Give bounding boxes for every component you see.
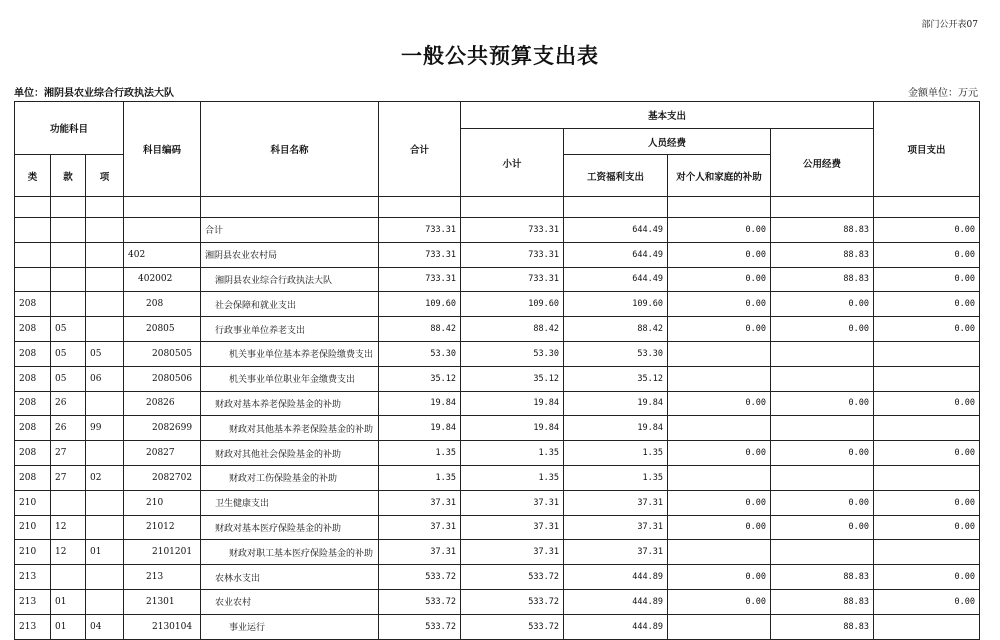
subsidy-cell: 0.00 [668, 565, 771, 590]
subtotal-cell: 37.31 [461, 540, 564, 565]
total-cell: 88.42 [379, 317, 461, 342]
item-cell: 02 [86, 465, 124, 490]
public-expense-cell: 0.00 [771, 441, 874, 466]
subsidy-cell [668, 366, 771, 391]
subtotal-cell: 35.12 [461, 366, 564, 391]
blank-cell [201, 197, 379, 218]
table-row [15, 341, 980, 366]
subsidy-cell [668, 614, 771, 639]
project-expense-cell: 0.00 [874, 490, 980, 515]
subject-name-cell: 湘阴县农业农村局 [201, 242, 379, 267]
wages-cell: 1.35 [564, 441, 668, 466]
subtotal-cell: 533.72 [461, 565, 564, 590]
subtotal-cell: 733.31 [461, 267, 564, 292]
table-number: 部门公开表07 [921, 20, 978, 30]
subject-name-cell: 财政对工伤保险基金的补助 [201, 465, 379, 490]
subtotal-cell: 733.31 [461, 242, 564, 267]
subject-code-cell: 2080505 [124, 341, 201, 366]
public-expense-cell: 88.83 [771, 267, 874, 292]
public-expense-cell: 0.00 [771, 490, 874, 515]
class-cell: 208 [15, 465, 51, 490]
section-cell [51, 218, 86, 243]
public-expense-cell [771, 465, 874, 490]
subject-code-cell: 402002 [124, 267, 201, 292]
header-item: 项 [86, 155, 124, 197]
project-expense-cell [874, 540, 980, 565]
project-expense-cell [874, 366, 980, 391]
subtotal-cell: 37.31 [461, 515, 564, 540]
project-expense-cell: 0.00 [874, 292, 980, 317]
class-cell: 208 [15, 366, 51, 391]
blank-cell [86, 197, 124, 218]
subsidy-cell: 0.00 [668, 218, 771, 243]
header-household-subsidy: 对个人和家庭的补助 [668, 155, 771, 197]
section-cell: 05 [51, 341, 86, 366]
subject-name-cell: 财政对基本医疗保险基金的补助 [201, 515, 379, 540]
item-cell [86, 218, 124, 243]
class-cell: 210 [15, 490, 51, 515]
wages-cell: 37.31 [564, 490, 668, 515]
budget-table [14, 101, 980, 640]
item-cell [86, 391, 124, 416]
public-expense-cell: 0.00 [771, 292, 874, 317]
class-cell: 208 [15, 341, 51, 366]
wages-cell: 53.30 [564, 341, 668, 366]
blank-cell [124, 197, 201, 218]
item-cell [86, 441, 124, 466]
item-cell: 05 [86, 341, 124, 366]
table-row [15, 515, 980, 540]
currency-unit-label: 金额单位：万元 [908, 88, 978, 99]
total-cell: 733.31 [379, 218, 461, 243]
public-expense-cell [771, 341, 874, 366]
subtotal-cell: 53.30 [461, 341, 564, 366]
project-expense-cell [874, 614, 980, 639]
item-cell [86, 242, 124, 267]
section-cell [51, 292, 86, 317]
total-cell: 19.84 [379, 391, 461, 416]
subject-code-cell: 402 [124, 242, 201, 267]
header-basic-expenditure: 基本支出 [461, 102, 874, 129]
subject-name-cell: 财政对其他社会保险基金的补助 [201, 441, 379, 466]
subject-code-cell: 20805 [124, 317, 201, 342]
section-cell: 12 [51, 515, 86, 540]
class-cell [15, 242, 51, 267]
section-cell [51, 242, 86, 267]
item-cell [86, 292, 124, 317]
subsidy-cell: 0.00 [668, 515, 771, 540]
item-cell: 06 [86, 366, 124, 391]
subsidy-cell [668, 416, 771, 441]
total-cell: 533.72 [379, 565, 461, 590]
subtotal-cell: 88.42 [461, 317, 564, 342]
class-cell: 210 [15, 540, 51, 565]
table-body [15, 197, 980, 640]
total-cell: 37.31 [379, 515, 461, 540]
header-subject-name: 科目名称 [201, 102, 379, 197]
blank-row [15, 197, 980, 218]
section-cell: 26 [51, 391, 86, 416]
header-subtotal: 小计 [461, 129, 564, 197]
subsidy-cell: 0.00 [668, 267, 771, 292]
wages-cell: 35.12 [564, 366, 668, 391]
subject-code-cell: 208 [124, 292, 201, 317]
header-wages-welfare: 工资福利支出 [564, 155, 668, 197]
project-expense-cell: 0.00 [874, 515, 980, 540]
blank-cell [771, 197, 874, 218]
project-expense-cell: 0.00 [874, 391, 980, 416]
subsidy-cell: 0.00 [668, 589, 771, 614]
section-cell: 26 [51, 416, 86, 441]
class-cell: 208 [15, 441, 51, 466]
public-expense-cell: 88.83 [771, 242, 874, 267]
item-cell [86, 515, 124, 540]
class-cell [15, 267, 51, 292]
table-row [15, 292, 980, 317]
subtotal-cell: 533.72 [461, 614, 564, 639]
wages-cell: 444.89 [564, 565, 668, 590]
project-expense-cell: 0.00 [874, 589, 980, 614]
total-cell: 35.12 [379, 366, 461, 391]
table-row [15, 614, 980, 639]
project-expense-cell: 0.00 [874, 317, 980, 342]
blank-cell [461, 197, 564, 218]
header-public-expenses: 公用经费 [771, 129, 874, 197]
subject-name-cell: 财政对其他基本养老保险基金的补助 [201, 416, 379, 441]
organization-label: 单位：湘阴县农业综合行政执法大队 [14, 88, 174, 99]
public-expense-cell [771, 540, 874, 565]
subject-name-cell: 农业农村 [201, 589, 379, 614]
subject-code-cell: 2101201 [124, 540, 201, 565]
subject-name-cell: 合计 [201, 218, 379, 243]
subject-code-cell: 20827 [124, 441, 201, 466]
blank-cell [564, 197, 668, 218]
item-cell: 01 [86, 540, 124, 565]
header-subject-code: 科目编码 [124, 102, 201, 197]
page-title: 一般公共预算支出表 [401, 43, 599, 68]
blank-cell [874, 197, 980, 218]
table-row [15, 366, 980, 391]
section-cell: 27 [51, 465, 86, 490]
section-cell: 27 [51, 441, 86, 466]
subject-code-cell: 2130104 [124, 614, 201, 639]
subtotal-cell: 19.84 [461, 416, 564, 441]
table-row [15, 589, 980, 614]
table-row [15, 465, 980, 490]
header-class: 类 [15, 155, 51, 197]
subsidy-cell: 0.00 [668, 441, 771, 466]
subject-name-cell: 机关事业单位基本养老保险缴费支出 [201, 341, 379, 366]
wages-cell: 37.31 [564, 540, 668, 565]
subject-code-cell: 20826 [124, 391, 201, 416]
wages-cell: 88.42 [564, 317, 668, 342]
subject-code-cell: 21301 [124, 589, 201, 614]
table-row [15, 565, 980, 590]
subsidy-cell: 0.00 [668, 242, 771, 267]
subject-name-cell: 财政对基本养老保险基金的补助 [201, 391, 379, 416]
item-cell [86, 267, 124, 292]
wages-cell: 37.31 [564, 515, 668, 540]
class-cell: 210 [15, 515, 51, 540]
public-expense-cell [771, 416, 874, 441]
subtotal-cell: 109.60 [461, 292, 564, 317]
public-expense-cell: 0.00 [771, 317, 874, 342]
total-cell: 53.30 [379, 341, 461, 366]
table-row [15, 218, 980, 243]
total-cell: 109.60 [379, 292, 461, 317]
blank-cell [51, 197, 86, 218]
header-section: 款 [51, 155, 86, 197]
blank-cell [15, 197, 51, 218]
subject-name-cell: 湘阴县农业综合行政执法大队 [201, 267, 379, 292]
subtotal-cell: 1.35 [461, 465, 564, 490]
total-cell: 19.84 [379, 416, 461, 441]
section-cell: 05 [51, 366, 86, 391]
subject-code-cell: 2082702 [124, 465, 201, 490]
section-cell [51, 565, 86, 590]
public-expense-cell: 0.00 [771, 391, 874, 416]
public-expense-cell: 88.83 [771, 614, 874, 639]
section-cell: 01 [51, 614, 86, 639]
class-cell: 213 [15, 589, 51, 614]
subsidy-cell: 0.00 [668, 490, 771, 515]
public-expense-cell: 0.00 [771, 515, 874, 540]
header-personnel-expenses: 人员经费 [564, 129, 771, 155]
project-expense-cell: 0.00 [874, 267, 980, 292]
section-cell: 05 [51, 317, 86, 342]
subject-name-cell: 机关事业单位职业年金缴费支出 [201, 366, 379, 391]
total-cell: 1.35 [379, 441, 461, 466]
class-cell: 208 [15, 317, 51, 342]
table-row [15, 391, 980, 416]
total-cell: 37.31 [379, 490, 461, 515]
section-cell: 01 [51, 589, 86, 614]
table-row [15, 416, 980, 441]
table-row [15, 490, 980, 515]
class-cell [15, 218, 51, 243]
project-expense-cell: 0.00 [874, 565, 980, 590]
subject-name-cell: 事业运行 [201, 614, 379, 639]
public-expense-cell: 88.83 [771, 565, 874, 590]
total-cell: 533.72 [379, 614, 461, 639]
header-project-expenditure: 项目支出 [874, 102, 980, 197]
class-cell: 213 [15, 614, 51, 639]
subject-name-cell: 农林水支出 [201, 565, 379, 590]
subtotal-cell: 733.31 [461, 218, 564, 243]
header-total: 合计 [379, 102, 461, 197]
header-function-subject: 功能科目 [15, 102, 124, 155]
subtotal-cell: 533.72 [461, 589, 564, 614]
project-expense-cell [874, 465, 980, 490]
table-row [15, 540, 980, 565]
subsidy-cell [668, 465, 771, 490]
subject-code-cell: 213 [124, 565, 201, 590]
subject-name-cell: 行政事业单位养老支出 [201, 317, 379, 342]
subject-name-cell: 财政对职工基本医疗保险基金的补助 [201, 540, 379, 565]
project-expense-cell [874, 416, 980, 441]
wages-cell: 444.89 [564, 614, 668, 639]
wages-cell: 644.49 [564, 218, 668, 243]
item-cell [86, 565, 124, 590]
wages-cell: 644.49 [564, 242, 668, 267]
section-cell: 12 [51, 540, 86, 565]
section-cell [51, 267, 86, 292]
total-cell: 37.31 [379, 540, 461, 565]
subsidy-cell: 0.00 [668, 317, 771, 342]
subject-code-cell [124, 218, 201, 243]
project-expense-cell [874, 341, 980, 366]
subtotal-cell: 37.31 [461, 490, 564, 515]
item-cell: 04 [86, 614, 124, 639]
subsidy-cell [668, 341, 771, 366]
blank-cell [379, 197, 461, 218]
class-cell: 208 [15, 391, 51, 416]
public-expense-cell: 88.83 [771, 218, 874, 243]
subsidy-cell: 0.00 [668, 292, 771, 317]
item-cell [86, 490, 124, 515]
project-expense-cell: 0.00 [874, 441, 980, 466]
class-cell: 208 [15, 292, 51, 317]
subject-name-cell: 社会保障和就业支出 [201, 292, 379, 317]
wages-cell: 1.35 [564, 465, 668, 490]
wages-cell: 19.84 [564, 416, 668, 441]
project-expense-cell: 0.00 [874, 218, 980, 243]
item-cell [86, 589, 124, 614]
subsidy-cell [668, 540, 771, 565]
class-cell: 208 [15, 416, 51, 441]
class-cell: 213 [15, 565, 51, 590]
subtotal-cell: 1.35 [461, 441, 564, 466]
total-cell: 733.31 [379, 242, 461, 267]
table-row [15, 441, 980, 466]
total-cell: 1.35 [379, 465, 461, 490]
wages-cell: 444.89 [564, 589, 668, 614]
wages-cell: 109.60 [564, 292, 668, 317]
subsidy-cell: 0.00 [668, 391, 771, 416]
item-cell: 99 [86, 416, 124, 441]
section-cell [51, 490, 86, 515]
total-cell: 533.72 [379, 589, 461, 614]
subject-code-cell: 2082699 [124, 416, 201, 441]
total-cell: 733.31 [379, 267, 461, 292]
wages-cell: 19.84 [564, 391, 668, 416]
project-expense-cell: 0.00 [874, 242, 980, 267]
item-cell [86, 317, 124, 342]
table-row [15, 242, 980, 267]
blank-cell [668, 197, 771, 218]
subject-code-cell: 210 [124, 490, 201, 515]
public-expense-cell: 88.83 [771, 589, 874, 614]
table-row [15, 317, 980, 342]
subject-name-cell: 卫生健康支出 [201, 490, 379, 515]
subject-code-cell: 21012 [124, 515, 201, 540]
wages-cell: 644.49 [564, 267, 668, 292]
subtotal-cell: 19.84 [461, 391, 564, 416]
table-row [15, 267, 980, 292]
subject-code-cell: 2080506 [124, 366, 201, 391]
public-expense-cell [771, 366, 874, 391]
